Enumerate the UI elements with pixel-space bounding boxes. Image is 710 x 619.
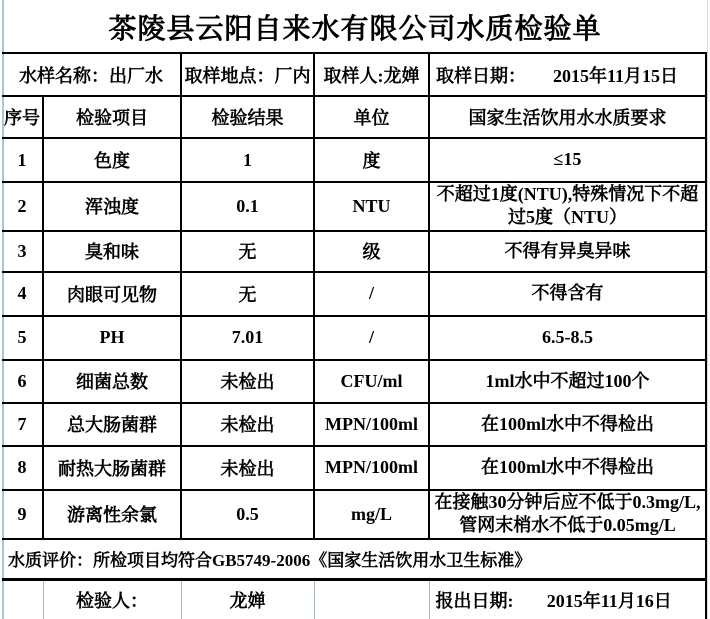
row-unit: CFU/ml — [314, 360, 429, 403]
row-item: 肉眼可见物 — [43, 272, 181, 316]
footer-empty-cell — [2, 580, 43, 619]
footer-empty-cell — [314, 580, 429, 619]
excel-gridline-right — [707, 0, 708, 619]
table-row — [2, 138, 706, 182]
row-standard: 在100ml水中不得检出 — [429, 446, 706, 490]
row-no: 4 — [2, 272, 43, 316]
row-item: 细菌总数 — [43, 360, 181, 403]
row-item: PH — [43, 316, 181, 360]
table-row — [2, 490, 706, 539]
row-unit: / — [314, 316, 429, 360]
row-item: 游离性余氯 — [43, 490, 181, 539]
row-standard: 1ml水中不超过100个 — [429, 360, 706, 403]
header-no: 序号 — [2, 96, 43, 138]
table-header-row — [2, 96, 706, 138]
table-row — [2, 272, 706, 316]
row-no: 8 — [2, 446, 43, 490]
sample-date-label: 取样日期： — [436, 65, 526, 86]
row-result: 7.01 — [181, 316, 314, 360]
sample-location-value: 厂内 — [274, 65, 311, 86]
row-no: 7 — [2, 403, 43, 446]
row-no: 5 — [2, 316, 43, 360]
header-item: 检验项目 — [43, 96, 181, 138]
row-standard: ≤15 — [429, 138, 706, 182]
row-item: 浑浊度 — [43, 182, 181, 231]
row-item: 总大肠菌群 — [43, 403, 181, 446]
row-item: 臭和味 — [43, 231, 181, 272]
row-standard: 在接触30分钟后应不低于0.3mg/L,管网末梢水不低于0.05mg/L — [429, 490, 706, 539]
header-unit: 单位 — [314, 96, 429, 138]
inspector-value: 龙婵 — [181, 580, 314, 619]
sample-name-cell — [2, 53, 181, 96]
table-row — [2, 182, 706, 231]
row-unit: / — [314, 272, 429, 316]
sample-location-label: 取样地点： — [184, 65, 275, 86]
row-result: 无 — [181, 272, 314, 316]
row-no: 2 — [2, 182, 43, 231]
row-standard: 在100ml水中不得检出 — [429, 403, 706, 446]
row-result: 1 — [181, 138, 314, 182]
table-row — [2, 446, 706, 490]
row-result: 未检出 — [181, 446, 314, 490]
row-unit: 度 — [314, 138, 429, 182]
report-date-label: 报出日期: — [435, 591, 514, 612]
row-result: 0.1 — [181, 182, 314, 231]
sample-info-row — [2, 53, 706, 96]
header-standard: 国家生活饮用水水质要求 — [429, 96, 706, 138]
row-standard: 不超过1度(NTU),特殊情况下不超过5度（NTU） — [429, 182, 706, 231]
evaluation-text: 水质评价：所检项目均符合GB5749-2006《国家生活饮用水卫生标准》 — [2, 539, 706, 580]
sample-date-value: 2015年11月15日 — [552, 65, 678, 86]
sample-name-value: 出厂水 — [109, 65, 163, 86]
row-item: 色度 — [43, 138, 181, 182]
row-result: 无 — [181, 231, 314, 272]
row-unit: mg/L — [314, 490, 429, 539]
row-standard: 6.5-8.5 — [429, 316, 706, 360]
row-no: 9 — [2, 490, 43, 539]
table-row — [2, 360, 706, 403]
row-unit: MPN/100ml — [314, 403, 429, 446]
evaluation-row — [2, 539, 706, 580]
table-row — [2, 316, 706, 360]
row-unit: NTU — [314, 182, 429, 231]
sampler-label: 取样人: — [323, 65, 384, 86]
row-no: 1 — [2, 138, 43, 182]
header-result: 检验结果 — [181, 96, 314, 138]
report-title: 茶陵县云阳自来水有限公司水质检验单 — [108, 14, 602, 45]
report-date-cell — [429, 580, 706, 619]
report-date-value: 2015年11月16日 — [546, 591, 672, 612]
row-no: 6 — [2, 360, 43, 403]
inspector-label: 检验人： — [43, 580, 181, 619]
row-item: 耐热大肠菌群 — [43, 446, 181, 490]
row-result: 0.5 — [181, 490, 314, 539]
row-standard: 不得含有 — [429, 272, 706, 316]
row-result: 未检出 — [181, 360, 314, 403]
table-row — [2, 231, 706, 272]
row-standard: 不得有异臭异味 — [429, 231, 706, 272]
table-row — [2, 403, 706, 446]
footer-row — [2, 580, 706, 619]
sample-location-cell — [181, 53, 314, 96]
row-unit: MPN/100ml — [314, 446, 429, 490]
row-result: 未检出 — [181, 403, 314, 446]
report-table — [2, 52, 707, 619]
row-unit: 级 — [314, 231, 429, 272]
row-no: 3 — [2, 231, 43, 272]
sample-name-label: 水样名称： — [19, 65, 109, 86]
sampler-value: 龙婵 — [383, 65, 420, 86]
sample-date-cell — [429, 53, 706, 96]
sampler-cell — [314, 53, 429, 96]
